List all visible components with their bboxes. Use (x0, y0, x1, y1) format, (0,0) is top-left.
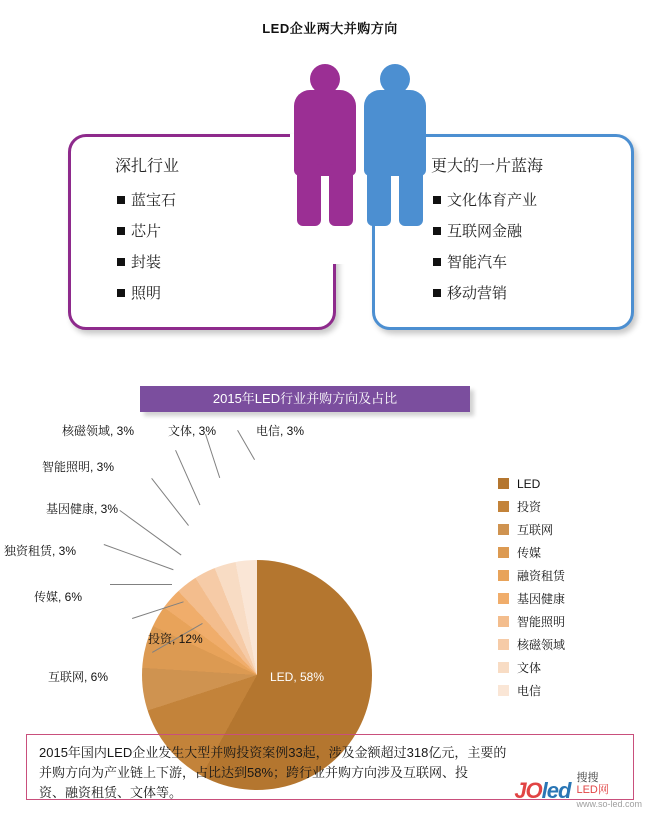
list-item (117, 220, 176, 241)
bullet-square-icon (117, 289, 125, 297)
watermark-logo (514, 778, 570, 804)
legend-label: 电信 (517, 684, 542, 698)
person-leg-right (329, 164, 353, 226)
list-item (433, 189, 537, 210)
person-blue-icon (364, 64, 426, 224)
bullet-square-icon (433, 258, 441, 266)
legend-swatch (498, 616, 509, 627)
bullet-square-icon (117, 258, 125, 266)
person-leg-right (399, 164, 423, 226)
list-item-label: 照明 (131, 285, 162, 302)
legend-swatch (498, 639, 509, 650)
watermark-url: www.so-led.com (576, 799, 642, 809)
legend-row (498, 495, 648, 518)
legend-row (498, 679, 648, 702)
legend-swatch (498, 524, 509, 535)
list-item-label: 蓝宝石 (131, 192, 177, 209)
watermark-logo-a: JO (514, 778, 542, 803)
list-item (117, 189, 176, 210)
pie-callout-investment: 投资, 12% (148, 632, 203, 646)
legend-label: 基因健康 (517, 592, 566, 606)
bullet-square-icon (117, 196, 125, 204)
legend-swatch (498, 478, 509, 489)
legend-swatch (498, 662, 509, 673)
legend-label: 互联网 (517, 523, 554, 537)
watermark-text (576, 772, 642, 810)
legend-row (498, 656, 648, 679)
person-leg-left (297, 164, 321, 226)
leader-line (104, 544, 174, 570)
list-item (117, 282, 176, 303)
leader-line (175, 450, 200, 505)
industry-chain-box-title: 深扎行业 (115, 158, 180, 175)
industry-chain-list (117, 189, 176, 313)
pie-callout-financing-lease: 独资租赁, 3% (4, 544, 77, 558)
legend-row (498, 541, 648, 564)
legend-row (498, 472, 648, 495)
legend-label: LED (517, 476, 541, 491)
bullet-square-icon (433, 196, 441, 204)
list-item-label: 智能汽车 (447, 254, 508, 271)
legend-swatch (498, 501, 509, 512)
pie-callout-telecom: 电信, 3% (256, 424, 305, 438)
chart-title: 2015年LED行业并购方向及占比 (212, 391, 398, 406)
leader-line (119, 510, 181, 555)
list-item (433, 251, 537, 272)
note-line-2: 并购方向为产业链上下游，占比达到58%；跨行业并购方向涉及互联网、投 (39, 765, 469, 780)
leader-line (110, 584, 172, 585)
list-item-label: 文化体育产业 (447, 192, 538, 209)
bullet-square-icon (433, 227, 441, 235)
leader-line (151, 478, 189, 526)
legend-row (498, 564, 648, 587)
watermark (514, 772, 642, 810)
list-item-label: 封装 (131, 254, 162, 271)
pie-callout-gene-health: 基因健康, 3% (46, 502, 119, 516)
list-item-label: 移动营销 (447, 285, 508, 302)
person-purple-icon (294, 64, 356, 224)
pie-callout-internet: 互联网, 6% (48, 670, 109, 684)
list-item (433, 282, 537, 303)
person-leg-left (367, 164, 391, 226)
pie-callout-smart-lighting: 智能照明, 3% (42, 460, 115, 474)
legend-row (498, 633, 648, 656)
watermark-logo-b: led (541, 778, 571, 803)
bullet-square-icon (433, 289, 441, 297)
legend-label: 核磁领域 (517, 638, 566, 652)
list-item (433, 220, 537, 241)
legend-swatch (498, 593, 509, 604)
chart-title-bar (140, 386, 470, 412)
legend-label: 文体 (517, 661, 542, 675)
pie-callout-nuclear-magnetic: 核磁领域, 3% (62, 424, 135, 438)
pie-callout-culture-sports: 文体, 3% (168, 424, 217, 438)
list-item (117, 251, 176, 272)
watermark-text-line2: LED网 (576, 784, 609, 796)
cross-industry-box-title: 更大的一片蓝海 (431, 158, 544, 175)
bullet-square-icon (117, 227, 125, 235)
list-item-label: 芯片 (131, 223, 162, 240)
leader-line (237, 430, 255, 460)
legend-swatch (498, 570, 509, 581)
legend-row (498, 518, 648, 541)
merger-direction-diagram (0, 46, 660, 346)
legend-label: 传媒 (517, 546, 542, 560)
legend-row (498, 587, 648, 610)
pie-callout-media: 传媒, 6% (34, 590, 83, 604)
watermark-text-line1: 搜搜 (576, 772, 599, 784)
leader-line (205, 434, 220, 478)
note-line-1: 2015年国内LED企业发生大型并购投资案例33起，涉及金额超过318亿元，主要的 (39, 745, 507, 760)
cross-industry-list (433, 189, 537, 313)
legend-label: 投资 (517, 500, 542, 514)
legend-swatch (498, 547, 509, 558)
pie-chart-area (0, 420, 660, 730)
legend-label: 融资租赁 (517, 569, 566, 583)
legend-swatch (498, 685, 509, 696)
page-title: LED企业两大并购方向 (262, 21, 398, 36)
legend-label: 智能照明 (517, 615, 566, 629)
list-item-label: 互联网金融 (447, 223, 523, 240)
note-line-3: 资、融资租赁、文体等。 (39, 785, 183, 800)
legend-row (498, 610, 648, 633)
pie-slice-label-led: LED, 58% (270, 670, 325, 684)
chart-legend (498, 472, 648, 702)
